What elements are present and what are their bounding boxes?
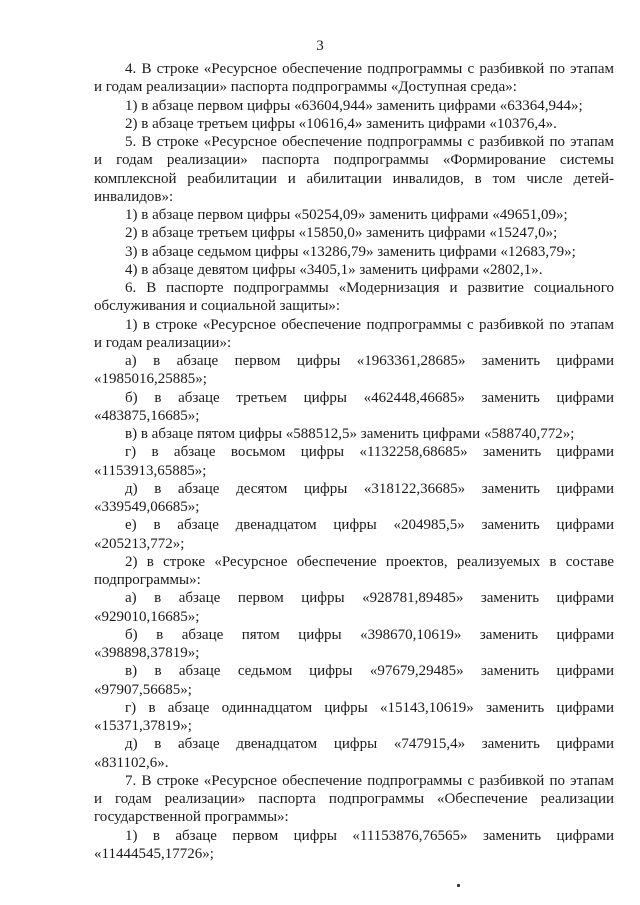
text-line: и годам реализации»: — [94, 334, 232, 351]
text-line: 5. В строке «Ресурсное обеспечение подпрограммы с разбивкой по этапам — [125, 134, 614, 150]
text-line: и годам реализации» паспорта подпрограммы «Обеспечение реализации — [94, 791, 614, 807]
text-line: б) в абзаце пятом цифры «398670,10619» заменить цифрами — [125, 626, 614, 643]
text-line: «97907,56685»; — [94, 681, 192, 698]
text-line: в) в абзаце пятом цифры «588512,5» заменить цифрами «588740,772»; — [125, 426, 575, 442]
text-line: г) в абзаце восьмом цифры «1132258,68685» заменить цифрами — [125, 444, 614, 461]
text-line: 7. В строке «Ресурсное обеспечение подпрограммы с разбивкой по этапам — [125, 772, 614, 789]
text-line: 2) в строке «Ресурсное обеспечение проектов, реализуемых в составе — [125, 553, 614, 570]
text-line: «929010,16685»; — [94, 608, 200, 625]
text-line: 4) в абзаце девятом цифры «3405,1» заменить цифрами «2802,1». — [125, 261, 543, 278]
text-line: подпрограммы»: — [94, 572, 201, 588]
text-line: «398898,37819»; — [94, 645, 200, 661]
text-line: а) в абзаце первом цифры «928781,89485» заменить цифрами — [125, 590, 614, 607]
text-line: а) в абзаце первом цифры «1963361,28685» заменить цифрами — [125, 353, 614, 369]
text-line: «1153913,65885»; — [94, 462, 207, 479]
text-line: и годам реализации» паспорта подпрограммы «Доступная среда»: — [94, 79, 517, 96]
text-line: 2) в абзаце третьем цифры «10616,4» заменить цифрами «10376,4». — [125, 115, 557, 132]
text-line: 1) в абзаце первом цифры «50254,09» заменить цифрами «49651,09»; — [125, 207, 568, 223]
text-line: д) в абзаце двенадцатом цифры «747915,4» заменить цифрами — [125, 736, 614, 753]
text-line: государственной программы»: — [94, 809, 289, 826]
text-line: б) в абзаце третьем цифры «462448,46685» заменить цифрами — [125, 389, 614, 406]
text-line: «483875,16685»; — [94, 407, 200, 424]
text-line: «11444545,17726»; — [94, 845, 214, 862]
text-line: «205213,772»; — [94, 535, 185, 552]
text-line: 3) в абзаце седьмом цифры «13286,79» заменить цифрами «12683,79»; — [125, 243, 576, 260]
scan-speck — [457, 884, 460, 887]
document-body — [94, 60, 614, 863]
text-line: «15371,37819»; — [94, 718, 192, 734]
page-number: 3 — [316, 38, 324, 54]
text-line: «1985016,25885»; — [94, 371, 207, 388]
text-line: в) в абзаце седьмом цифры «97679,29485» заменить цифрами — [125, 663, 614, 680]
text-line: обслуживания и социальной защиты»: — [94, 298, 341, 315]
text-line: и годам реализации» паспорта подпрограммы «Формирование системы — [94, 152, 614, 169]
text-line: комплексной реабилитации и абилитации инвалидов, в том числе детей- — [94, 170, 614, 187]
text-line: д) в абзаце десятом цифры «318122,36685» заменить цифрами — [125, 480, 614, 497]
text-line: 4. В строке «Ресурсное обеспечение подпрограммы с разбивкой по этапам — [125, 61, 614, 77]
text-line: 6. В паспорте подпрограммы «Модернизация и развитие социального — [125, 280, 614, 296]
text-line: 1) в абзаце первом цифры «63604,944» заменить цифрами «63364,944»; — [125, 97, 583, 114]
text-line: е) в абзаце двенадцатом цифры «204985,5» заменить цифрами — [125, 517, 614, 534]
text-line: 1) в абзаце первом цифры «11153876,76565» заменить цифрами — [125, 827, 614, 844]
text-line: «831102,6». — [94, 754, 169, 771]
text-line: 2) в абзаце третьем цифры «15850,0» заменить цифрами «15247,0»; — [125, 225, 558, 242]
text-line: 1) в строке «Ресурсное обеспечение подпрограммы с разбивкой по этапам — [125, 316, 614, 333]
text-line: г) в абзаце одиннадцатом цифры «15143,10619» заменить цифрами — [125, 699, 614, 716]
text-line: «339549,06685»; — [94, 499, 200, 515]
text-line: инвалидов»: — [94, 188, 174, 205]
